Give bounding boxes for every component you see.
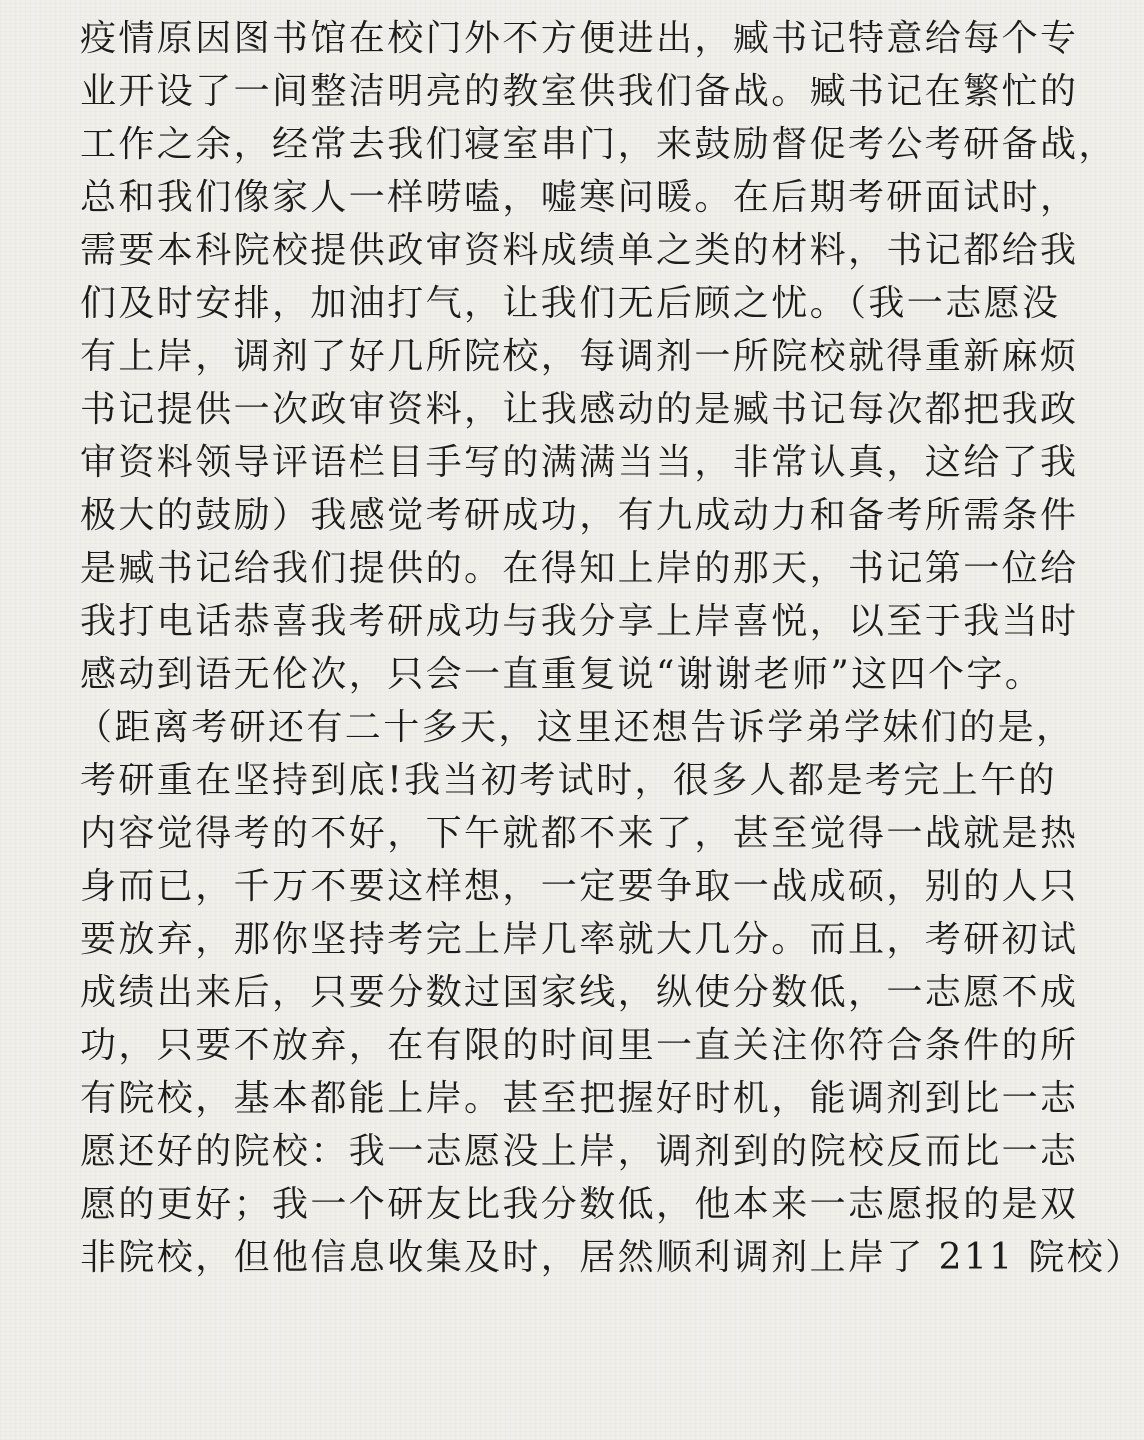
text-line-6: 们及时安排，加油打气，让我们无后顾之忧。（我一志愿没 — [80, 283, 1061, 324]
text-line-4: 总和我们像家人一样唠嗑，嘘寒问暖。在后期考研面试时， — [80, 177, 1079, 218]
text-line-1: 疫情原因图书馆在校门外不方便进出，臧书记特意给每个专 — [80, 18, 1079, 59]
text-line-8: 书记提供一次政审资料，让我感动的是臧书记每次都把我政 — [80, 389, 1079, 430]
text-line-11: 是臧书记给我们提供的。在得知上岸的那天，书记第一位给 — [80, 548, 1079, 589]
text-line-15: 考研重在坚持到底!我当初考试时，很多人都是考完上午的 — [80, 760, 1057, 801]
text-line-14: （距离考研还有二十多天，这里还想告诉学弟学妹们的是， — [76, 707, 1075, 748]
text-line-24: 非院校，但他信息收集及时，居然顺利调剂上岸了 211 院校） — [80, 1237, 1144, 1278]
text-line-22: 愿还好的院校：我一志愿没上岸，调剂到的院校反而比一志 — [80, 1131, 1079, 1172]
text-line-13: 感动到语无伦次，只会一直重复说“谢谢老师”这四个字。 — [80, 654, 1044, 695]
text-line-5: 需要本科院校提供政审资料成绩单之类的材料，书记都给我 — [80, 230, 1079, 271]
text-line-17: 身而已，千万不要这样想，一定要争取一战成硕，别的人只 — [80, 866, 1079, 907]
text-line-19: 成绩出来后，只要分数过国家线，纵使分数低，一志愿不成 — [80, 972, 1079, 1013]
text-line-2: 业开设了一间整洁明亮的教室供我们备战。臧书记在繁忙的 — [80, 71, 1079, 112]
text-line-7: 有上岸，调剂了好几所院校，每调剂一所院校就得重新麻烦 — [80, 336, 1079, 377]
text-line-9: 审资料领导评语栏目手写的满满当当，非常认真，这给了我 — [80, 442, 1079, 483]
text-line-3: 工作之余，经常去我们寝室串门，来鼓励督促考公考研备战， — [80, 124, 1117, 165]
text-line-12: 我打电话恭喜我考研成功与我分享上岸喜悦，以至于我当时 — [80, 601, 1079, 642]
text-line-21: 有院校，基本都能上岸。甚至把握好时机，能调剂到比一志 — [80, 1078, 1079, 1119]
text-line-18: 要放弃，那你坚持考完上岸几率就大几分。而且，考研初试 — [80, 919, 1079, 960]
text-line-20: 功，只要不放弃，在有限的时间里一直关注你符合条件的所 — [80, 1025, 1079, 1066]
text-line-23: 愿的更好；我一个研友比我分数低，他本来一志愿报的是双 — [80, 1184, 1079, 1225]
text-line-10: 极大的鼓励）我感觉考研成功，有九成动力和备考所需条件 — [80, 495, 1079, 536]
text-line-16: 内容觉得考的不好，下午就都不来了，甚至觉得一战就是热 — [80, 813, 1079, 854]
